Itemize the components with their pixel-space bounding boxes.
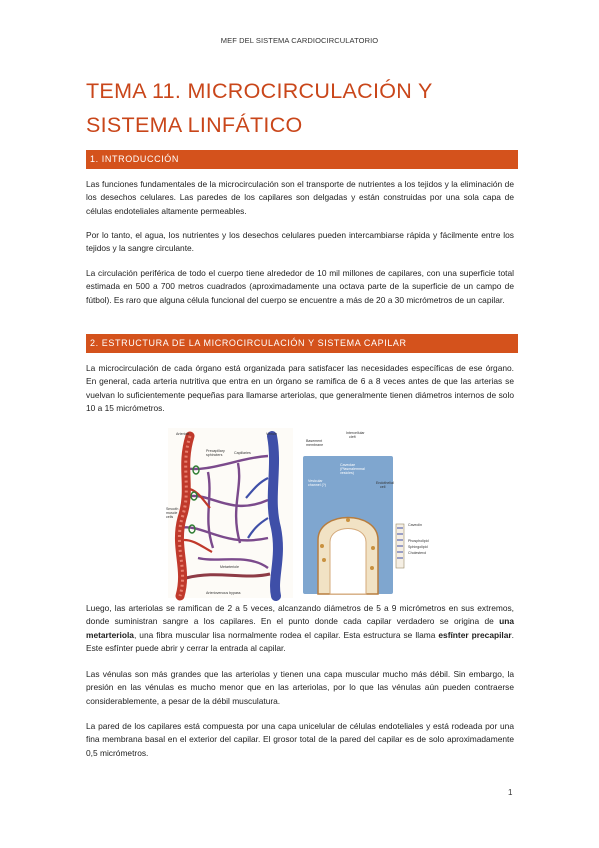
microcirculation-diagram (168, 428, 438, 598)
after-figure-paragraph-2: Las vénulas son más grandes que las arteriolas y tienen una capa muscular mucho más débil. Sin embargo, la presión en las vénulas es mucho menor que en las arteriolas, por lo que las vénulas aún pueden contraerse considerablemente, a pesar de la débil musculatura. (86, 669, 514, 706)
capillary-lumen (330, 529, 366, 595)
page-title (86, 74, 526, 142)
label-arteriole: Arteriole (176, 432, 190, 436)
label-membrane: membrane (306, 443, 324, 447)
intro-paragraph-2: Por lo tanto, el agua, los nutrientes y los desechos celulares pueden intercambiarse rápida y fácilmente entre los tejidos y la sangre circulante. (86, 230, 514, 254)
label-precapillary: Precapillary (206, 449, 225, 453)
intro-paragraph-3: La circulación periférica de todo el cuerpo tiene alrededor de 10 mil millones de capilares, con una superficie total estimada en 500 a 700 metros cuadrados (aproximadamente una octava parte de la superficie de un campo de fútbol). Es raro que alguna célula funcional del cuerpo se encuentre a más de 20 a 30 micrómetros de un capilar. (86, 268, 514, 305)
after-figure-paragraph-1 (86, 602, 514, 655)
page-number: 1 (508, 788, 513, 797)
intro-paragraph-1: Las funciones fundamentales de la microcirculación son el transporte de nutrientes a los tejidos y la eliminación de los desechos celulares. Las paredes de los capilares son delgadas y están construidas por una sola capa de células endoteliales altamente permeables. (86, 179, 514, 216)
label-vesicular: Vesicular (308, 479, 323, 483)
label-cholesterol: Cholesterol (408, 551, 427, 555)
label-intercellular: Intercellular (346, 431, 365, 435)
title-line-2: SISTEMA LINFÁTICO (86, 113, 303, 137)
after-figure-paragraph-3: La pared de los capilares está compuesta por una capa unicelular de células endoteliales y está rodeada por una fina membrana basal en el exterior del capilar. El grosor total de la pared del capilar es de solo aproximadamente 0,5 micrómetros. (86, 721, 514, 758)
label-endothelial-cell: cell (380, 485, 386, 489)
label-venule: Venule (266, 432, 277, 436)
title-line-1: TEMA 11. MICROCIRCULACIÓN Y (86, 79, 433, 103)
label-sphingolipid: Sphingolipid (408, 545, 428, 549)
label-caveolae: Caveolae (340, 463, 356, 467)
label-vesicles: vesicles) (340, 471, 354, 475)
label-cleft: cleft (349, 435, 356, 439)
venule-vessel (272, 436, 278, 596)
label-av-bypass: Arteriovenous bypass (206, 591, 241, 595)
p1-bold-esfinter: esfínter precapilar (438, 629, 512, 640)
p1-text-e: . Este esfínter puede abrir y cerrar la entrada al capilar. (86, 629, 514, 653)
section-heading-estructura: 2. ESTRUCTURA DE LA MICROCIRCULACIÓN Y SISTEMA CAPILAR (86, 334, 518, 353)
label-smooth: Smooth (166, 507, 179, 511)
p1-text-c: , una fibra muscular lisa normalmente rodea el capilar. Esta estructura se llama (133, 629, 439, 640)
label-caveolin: Caveolin (408, 523, 422, 527)
label-endothelial: Endothelial (376, 481, 394, 485)
label-metarteriole: Metarteriole (220, 565, 239, 569)
section-heading-introduccion: 1. INTRODUCCIÓN (86, 150, 518, 169)
label-muscle: muscle (166, 511, 178, 515)
label-phospholipid: Phospholipid (408, 539, 429, 543)
microcirculation-figure (168, 428, 438, 598)
p1-text-a: Luego, las arteriolas se ramifican de 2 a 5 veces, alcanzando diámetros de 5 a 9 micrómetros en sus extremos, donde suministran sangre a los capilares. En el punto donde cada capilar verdadero se origina de (86, 603, 514, 627)
label-sphincters: sphincters (206, 453, 223, 457)
running-header: MEF DEL SISTEMA CARDIOCIRCULATORIO (220, 36, 379, 45)
label-capillaries: Capillaries (234, 451, 251, 455)
label-plasmalemmal: (Plasmalemmal (340, 467, 365, 471)
p1-bold-metarteriola: una metarteriola (86, 616, 514, 640)
estructura-paragraph-1: La microcirculación de cada órgano está organizada para satisfacer las necesidades específicas de ese órgano. En general, cada arteria nutritiva que entra en un órgano se ramifica de 6 a 8 veces antes de que las arterias se vuelvan lo suficientemente pequeñas para llamarse arteriolas, que generalmente tienen diámetros internos de solo 10 a 15 micrómetros. (86, 363, 514, 413)
label-basement: Basement (306, 439, 323, 443)
label-cells: cells (166, 515, 174, 519)
label-channel: channel (?) (308, 483, 326, 487)
